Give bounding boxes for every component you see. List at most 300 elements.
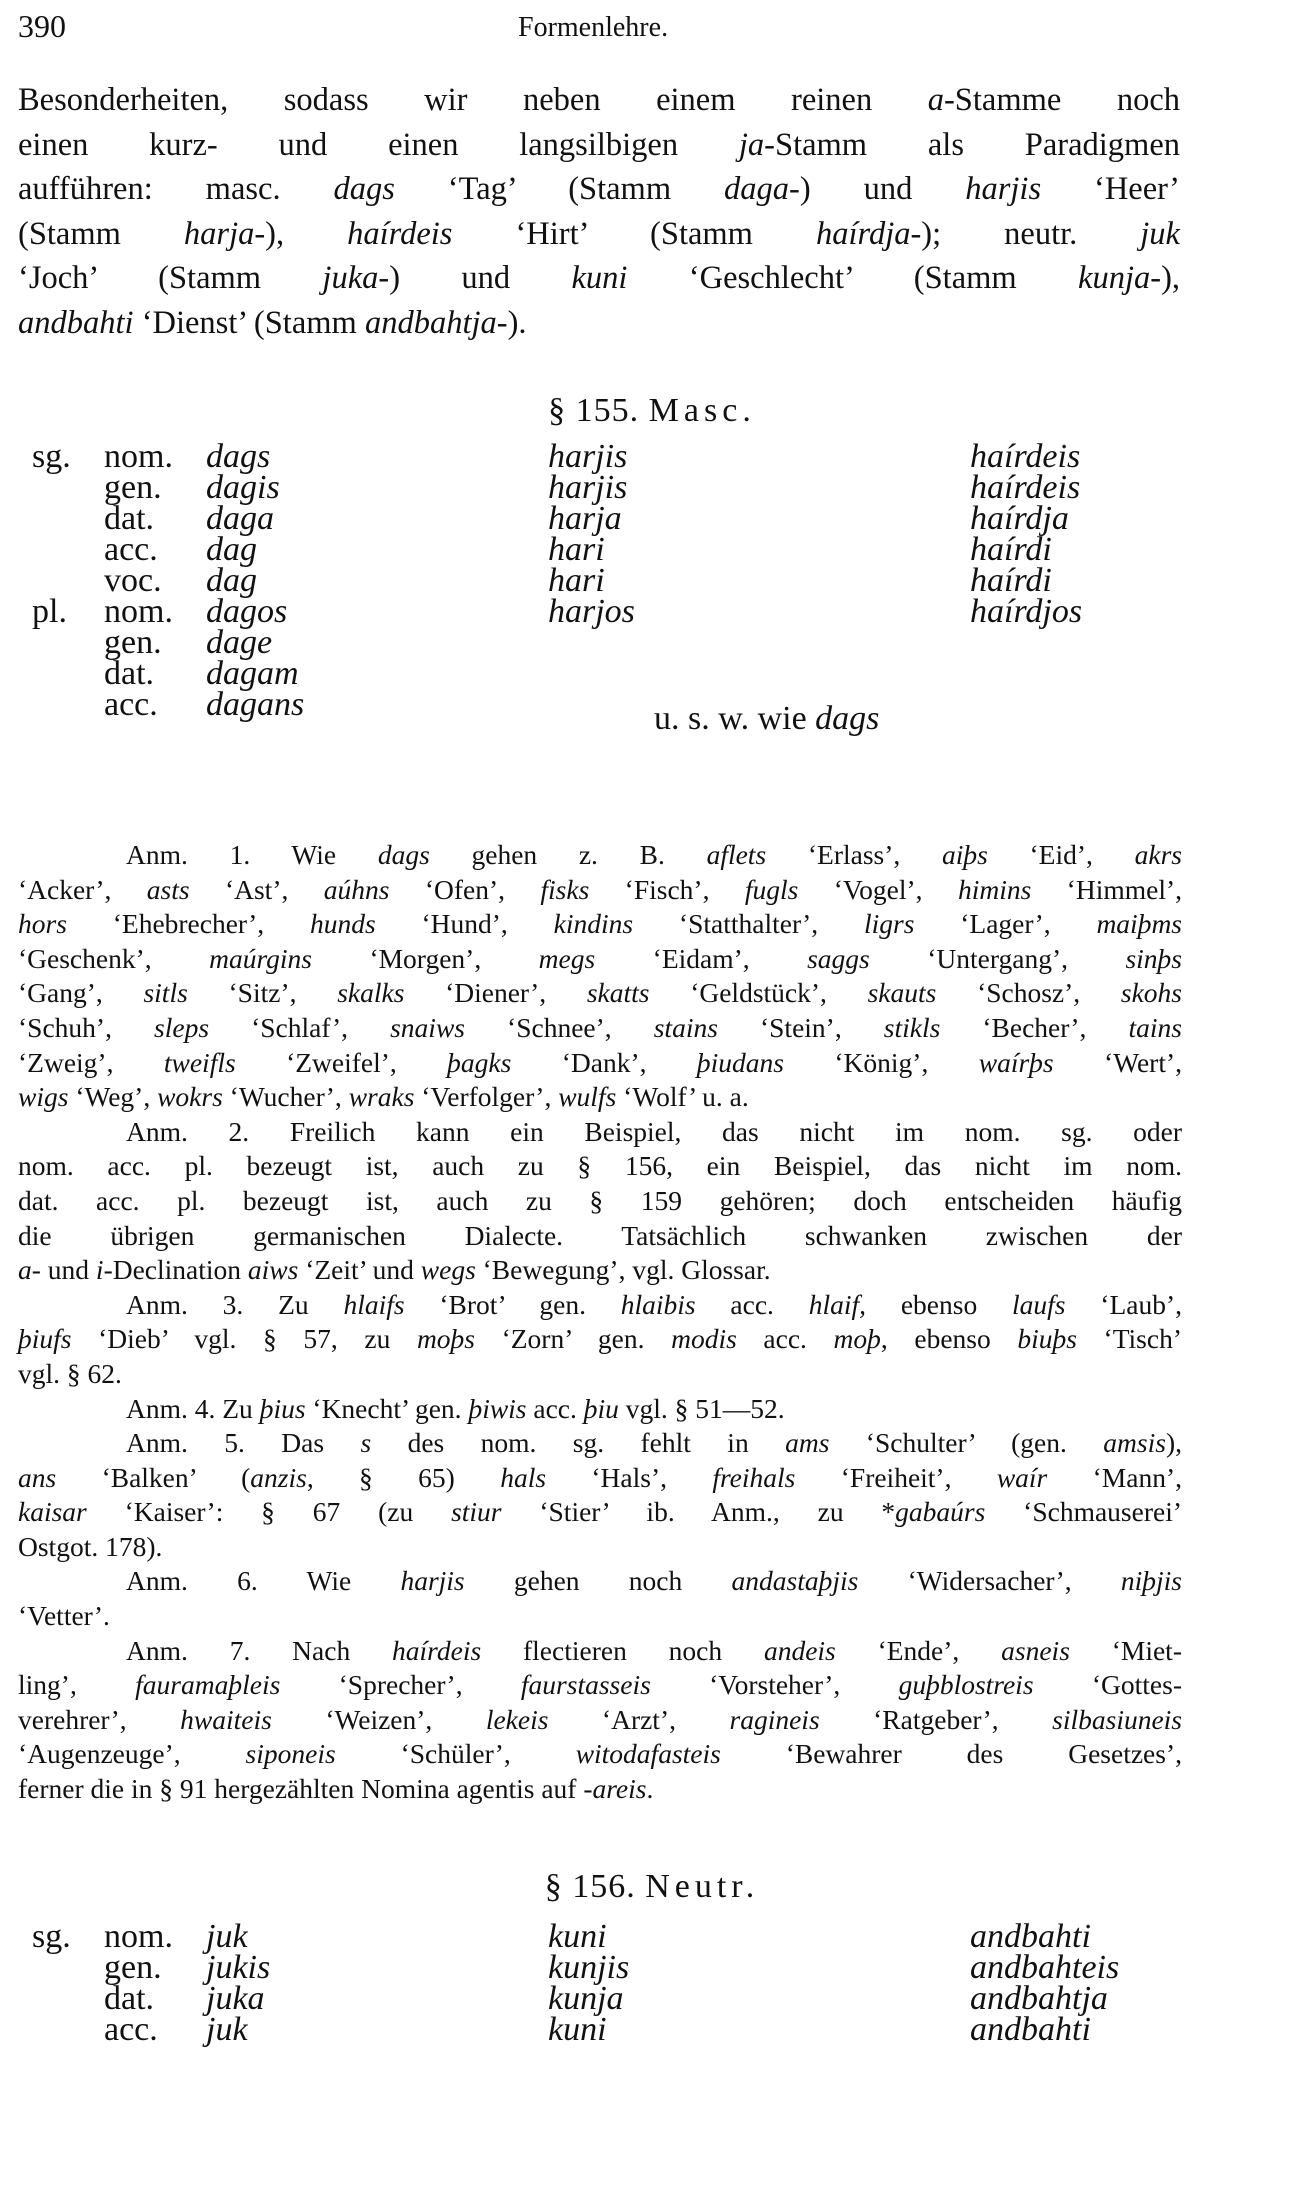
text-run: ‘Dieb’ vgl. § 57, zu: [71, 1323, 417, 1355]
text-line: [18, 123, 1180, 168]
text-run: ‘Schüler’,: [335, 1738, 576, 1770]
annotation-line: [18, 1495, 1182, 1530]
text-run: ‘Becher’,: [940, 1011, 1129, 1043]
italic-word: harja-: [183, 215, 266, 252]
italic-word: fauramaþleis: [135, 1669, 281, 1701]
italic-word: andbahtja-: [364, 304, 508, 341]
text-run: des nom. sg. fehlt in: [371, 1427, 786, 1459]
italic-word: waír: [996, 1461, 1048, 1493]
text-run: ebenso: [866, 1288, 1012, 1320]
italic-word: biuþs: [1017, 1323, 1077, 1355]
text-run: ‘Vetter’.: [18, 1600, 110, 1632]
text-run: Anm. 1. Wie: [126, 839, 378, 870]
annotation-line: [18, 1046, 1182, 1081]
italic-word: juk: [1140, 215, 1180, 252]
text-line: [18, 301, 1180, 346]
section-156-number: § 156.: [544, 1868, 636, 1905]
italic-word: wigs: [18, 1081, 69, 1113]
text-run: ‘Ratgeber’,: [819, 1703, 1053, 1735]
case-label: gen.: [104, 624, 162, 661]
form-col-2: hari: [548, 562, 605, 599]
text-run: ‘Schuh’,: [18, 1011, 155, 1043]
text-run: -Stamme noch: [943, 82, 1181, 118]
case-label: nom.: [104, 1918, 173, 1955]
italic-word: haírdeis: [347, 215, 453, 252]
section-155-heading: [0, 392, 1304, 430]
text-run: gehen noch: [464, 1565, 732, 1597]
text-run: ‘Himmel’,: [1031, 873, 1182, 905]
italic-word: a: [927, 82, 944, 118]
case-label: gen.: [104, 469, 162, 506]
text-run: ‘Wolf’ u. a.: [616, 1081, 749, 1113]
text-run: ‘Gottes-: [1033, 1669, 1182, 1701]
case-label: dat.: [104, 655, 155, 692]
text-run: ‘Hirt’ (Stamm: [452, 215, 816, 252]
annotation-line: [18, 1288, 1182, 1323]
italic-word: himins: [957, 873, 1032, 905]
text-run: einen kurz- und einen langsilbigen: [18, 126, 739, 163]
italic-word: snaiws: [390, 1011, 465, 1043]
italic-word: andastaþjis: [731, 1565, 859, 1597]
italic-word: kuni: [571, 260, 628, 296]
italic-word: a: [18, 1254, 32, 1286]
text-run: ‘Augenzeuge’,: [18, 1738, 246, 1770]
italic-word: ja: [738, 126, 765, 163]
italic-word: amsis: [1103, 1427, 1166, 1459]
italic-word: sinþs: [1125, 942, 1182, 974]
italic-word: wokrs: [157, 1081, 223, 1113]
text-run: ferner die in § 91 hergezählten Nomina agentis auf: [18, 1773, 584, 1805]
italic-word: fugls: [744, 873, 799, 905]
italic-word: akrs: [1134, 839, 1182, 870]
italic-word: tweifls: [163, 1046, 236, 1078]
text-run: ‘Zorn’ gen.: [475, 1323, 672, 1355]
italic-word: moþs: [416, 1323, 475, 1355]
form-col-2: harjos: [548, 593, 635, 630]
form-col-3: haírdeis: [970, 469, 1081, 506]
text-line: [18, 212, 1180, 257]
italic-word: -areis: [583, 1773, 647, 1805]
annotation-line: [18, 1772, 1182, 1807]
italic-word: harjis: [400, 1565, 465, 1597]
form-col-1: juka: [206, 1980, 265, 2017]
italic-word: faurstasseis: [520, 1669, 651, 1701]
text-run: ‘Ehebrecher’,: [66, 908, 310, 940]
usw-note: [0, 700, 1304, 744]
text-run: ‘Vorsteher’,: [650, 1669, 899, 1701]
running-title: Formenlehre.: [518, 12, 669, 43]
text-run: ‘Joch’ (Stamm: [18, 260, 323, 296]
italic-word: stains: [653, 1011, 718, 1043]
italic-word: hlaif,: [808, 1288, 867, 1320]
form-col-2: harjis: [548, 438, 628, 475]
text-run: ‘Fisch’,: [589, 873, 745, 905]
annotation-line: [18, 873, 1182, 908]
text-run: ‘Statthalter’,: [633, 908, 864, 940]
text-run: - und: [31, 1254, 96, 1286]
form-col-1: dage: [206, 624, 273, 661]
italic-word: hors: [18, 908, 67, 940]
italic-word: guþblostreis: [898, 1669, 1034, 1701]
case-label: acc.: [104, 2011, 158, 2048]
text-run: ‘Schmauserei’: [985, 1496, 1182, 1528]
italic-word: sleps: [154, 1011, 210, 1043]
italic-word: þiwis: [468, 1392, 527, 1424]
text-run: -Declination: [103, 1254, 248, 1286]
text-run: Anm. 3. Zu: [126, 1288, 344, 1320]
italic-word: andbahti: [18, 304, 134, 341]
text-run: ‘Bewahrer des Gesetzes’,: [720, 1738, 1182, 1770]
text-run: ‘Ofen’,: [389, 873, 541, 905]
italic-word: hunds: [309, 908, 376, 940]
text-run: Anm. 6. Wie: [126, 1565, 401, 1597]
italic-word: waírþs: [978, 1046, 1054, 1078]
text-run: flectieren noch: [481, 1634, 764, 1666]
italic-word: hlaibis: [620, 1288, 696, 1320]
form-col-3: andbahti: [970, 2011, 1091, 2048]
italic-word: tains: [1128, 1011, 1182, 1043]
annotation-line: [18, 1184, 1182, 1219]
italic-word: skatts: [586, 977, 650, 1009]
form-col-3: andbahtja: [970, 1980, 1108, 2017]
usw-word: dags: [815, 700, 880, 737]
form-col-2: harja: [548, 500, 622, 537]
annotation-line: [18, 1530, 1182, 1565]
text-run: ‘Arzt’,: [548, 1703, 730, 1735]
text-run: acc.: [695, 1288, 809, 1320]
italic-word: haírdja-: [815, 215, 922, 252]
annotation-line: [18, 1392, 1182, 1427]
text-run: ‘Zeit’ und: [298, 1254, 421, 1286]
text-run: ‘Acker’,: [18, 873, 147, 905]
italic-word: silbasiuneis: [1052, 1703, 1183, 1735]
annotation-line: [18, 1564, 1182, 1599]
italic-word: aiws: [247, 1254, 299, 1286]
text-run: ) und: [389, 260, 572, 296]
text-run: ‘Schulter’ (gen.: [829, 1427, 1104, 1459]
italic-word: stiur: [451, 1496, 502, 1528]
text-run: ‘Tisch’: [1076, 1323, 1183, 1355]
text-run: ‘Laub’,: [1065, 1288, 1182, 1320]
form-col-3: haírdi: [970, 531, 1052, 568]
italic-word: maiþms: [1096, 908, 1182, 940]
form-col-3: andbahti: [970, 1918, 1091, 1955]
text-run: verehrer’,: [18, 1703, 181, 1735]
text-run: ‘Freiheit’,: [795, 1461, 997, 1493]
italic-word: aiþs: [941, 839, 988, 870]
italic-word: megs: [538, 942, 596, 974]
annotation-line: [18, 1011, 1182, 1046]
text-run: ‘Ende’,: [835, 1634, 1002, 1666]
annotation-line: [18, 1668, 1182, 1703]
italic-word: gabaúrs: [895, 1496, 986, 1528]
text-line: [18, 256, 1180, 301]
italic-word: þius: [259, 1392, 306, 1424]
italic-word: haírdeis: [392, 1634, 482, 1666]
form-col-1: jukis: [206, 1949, 271, 1986]
form-col-2: kunjis: [548, 1949, 630, 1986]
text-run: ‘Widersacher’,: [858, 1565, 1121, 1597]
text-run: Anm. 7. Nach: [126, 1634, 393, 1666]
italic-word: i: [95, 1254, 104, 1286]
section-155-number: § 155.: [548, 392, 640, 429]
text-run: vgl. § 51—52.: [618, 1392, 785, 1424]
form-col-2: hari: [548, 531, 605, 568]
form-col-3: haírdja: [970, 500, 1069, 537]
italic-word: lekeis: [485, 1703, 549, 1735]
text-run: ‘Geldstück’,: [649, 977, 868, 1009]
italic-word: maúrgins: [209, 942, 312, 974]
section-155-title: Masc.: [648, 392, 756, 429]
annotation-line: [18, 1737, 1182, 1772]
italic-word: hwaiteis: [180, 1703, 272, 1735]
text-run: ‘Tag’ (Stamm: [394, 171, 725, 207]
italic-word: ligrs: [864, 908, 915, 940]
annotation-line: [18, 1357, 1182, 1392]
annotation-line: [18, 1149, 1182, 1184]
text-run: ‘Balken’ (: [56, 1461, 251, 1493]
italic-word: modis: [671, 1323, 737, 1355]
text-run: ‘Untergang’,: [869, 942, 1126, 974]
text-run: .: [646, 1773, 654, 1805]
text-run: ling’,: [18, 1669, 136, 1701]
annotation-line: [18, 1219, 1182, 1254]
annotation-line: [18, 1080, 1182, 1115]
text-run: ‘Dienst’ (Stamm: [133, 304, 365, 341]
text-run: ‘Schosz’,: [936, 977, 1121, 1009]
text-line: [18, 167, 1180, 212]
case-label: voc.: [104, 562, 162, 599]
section-156-heading: [0, 1868, 1304, 1906]
italic-word: wegs: [420, 1254, 476, 1286]
annotation-line: [18, 1634, 1182, 1669]
text-run: ‘Gang’,: [18, 977, 144, 1009]
text-run: ‘Weg’,: [68, 1081, 158, 1113]
text-run: ‘Wert’,: [1053, 1046, 1182, 1078]
text-run: ‘Wucher’,: [222, 1081, 349, 1113]
italic-word: aflets: [706, 839, 767, 870]
text-run: , ebenso: [880, 1323, 1018, 1355]
form-col-3: haírdjos: [970, 593, 1083, 630]
annotation-line: [18, 1461, 1182, 1496]
text-run: ‘Ast’,: [189, 873, 324, 905]
form-col-1: daga: [206, 500, 274, 537]
form-col-3: haírdeis: [970, 438, 1081, 475]
section-156-title: Neutr.: [645, 1868, 760, 1905]
italic-word: stikls: [883, 1011, 941, 1043]
italic-word: siponeis: [245, 1738, 336, 1770]
text-run: ‘Weizen’,: [271, 1703, 486, 1735]
form-col-1: juk: [206, 1918, 248, 1955]
italic-word: harjis: [965, 171, 1042, 207]
text-run: ),: [1165, 1427, 1182, 1459]
text-run: ‘Schnee’,: [465, 1011, 654, 1043]
annotation-line: [18, 907, 1182, 942]
form-col-2: kuni: [548, 2011, 607, 2048]
form-col-1: dagis: [206, 469, 280, 506]
italic-word: saggs: [807, 942, 870, 974]
text-run: Besonderheiten, sodass wir neben einem reinen: [18, 82, 928, 118]
intro-paragraph: [18, 78, 1180, 345]
form-col-1: dagos: [206, 593, 288, 630]
text-run: ‘Schlaf’,: [209, 1011, 391, 1043]
text-run: ‘Erlass’,: [766, 839, 942, 870]
paradigm-row: [0, 2011, 1304, 2055]
italic-word: laufs: [1012, 1288, 1066, 1320]
text-run: ‘Geschlecht’ (Stamm: [627, 260, 1079, 296]
italic-word: ragineis: [729, 1703, 820, 1735]
italic-word: freihals: [712, 1461, 796, 1493]
italic-word: sitls: [143, 977, 188, 1009]
italic-word: dags: [377, 839, 430, 870]
form-col-1: juk: [206, 2011, 248, 2048]
text-run: ),: [265, 215, 348, 252]
case-label: acc.: [104, 531, 158, 568]
text-run: ‘Lager’,: [914, 908, 1097, 940]
italic-word: moþ: [833, 1323, 881, 1355]
text-run: ‘Miet-: [1069, 1634, 1182, 1666]
form-col-1: dags: [206, 438, 271, 475]
annotation-line: [18, 1426, 1182, 1461]
italic-word: þagks: [447, 1046, 512, 1078]
text-run: ‘Hals’,: [546, 1461, 713, 1493]
text-run: ); neutr.: [921, 215, 1141, 252]
number-label: pl.: [32, 593, 67, 630]
case-label: dat.: [104, 500, 155, 537]
text-run: ‘Stein’,: [717, 1011, 884, 1043]
text-run: ‘Diener’,: [404, 977, 587, 1009]
text-run: dat. acc. pl. bezeugt ist, auch zu § 159 gehören; doch entscheiden häufig: [18, 1184, 1182, 1216]
italic-word: þiudans: [696, 1046, 784, 1078]
text-run: gehen z. B.: [429, 839, 707, 870]
text-run: -Stamm als Paradigmen: [764, 126, 1180, 163]
annotation-line: [18, 1253, 1182, 1288]
text-run: ‘Hund’,: [375, 908, 554, 940]
text-run: ‘Verfolger’,: [414, 1081, 559, 1113]
italic-word: kindins: [553, 908, 634, 940]
form-col-1: dagam: [206, 655, 299, 692]
italic-word: þiufs: [18, 1323, 72, 1355]
italic-word: kunja-: [1078, 260, 1162, 296]
annotations-155: [18, 838, 1182, 1807]
case-label: nom.: [104, 438, 173, 475]
text-run: vgl. § 62.: [18, 1357, 122, 1389]
page-number: 390: [18, 8, 66, 44]
italic-word: daga-: [724, 171, 800, 207]
italic-word: asneis: [1001, 1634, 1070, 1666]
text-run: ‘Bewegung’, vgl. Glossar.: [475, 1254, 771, 1286]
italic-word: kaisar: [18, 1496, 87, 1528]
number-label: sg.: [32, 438, 71, 475]
form-col-2: harjis: [548, 469, 628, 506]
italic-word: anzis: [250, 1461, 307, 1493]
number-label: sg.: [32, 1918, 71, 1955]
text-run: ‘Sprecher’,: [280, 1669, 521, 1701]
italic-word: dags: [333, 171, 395, 207]
text-run: (Stamm: [18, 215, 184, 252]
text-run: acc.: [736, 1323, 834, 1355]
italic-word: andeis: [763, 1634, 836, 1666]
text-run: Anm. 4. Zu: [126, 1392, 260, 1424]
italic-word: skohs: [1120, 977, 1182, 1009]
form-col-2: kunja: [548, 1980, 624, 2017]
annotation-line: [18, 1599, 1182, 1634]
text-run: ‘Geschenk’,: [18, 942, 210, 974]
text-run: die übrigen germanischen Dialecte. Tatsächlich schwanken zwischen der: [18, 1219, 1182, 1251]
text-run: ‘Sitz’,: [187, 977, 338, 1009]
italic-word: þiu: [583, 1392, 619, 1424]
text-run: ),: [1161, 260, 1181, 296]
text-run: , § 65): [306, 1461, 501, 1493]
text-line: [18, 78, 1180, 123]
italic-word: skauts: [867, 977, 937, 1009]
italic-word: s: [360, 1427, 372, 1459]
text-run: ‘Zweifel’,: [235, 1046, 448, 1078]
text-run: ‘Knecht’ gen.: [305, 1392, 469, 1424]
annotation-line: [18, 976, 1182, 1011]
case-label: dat.: [104, 1980, 155, 2017]
italic-word: aúhns: [323, 873, 390, 905]
text-run: ‘Stier’ ib. Anm., zu *: [501, 1496, 896, 1528]
text-run: ‘Vogel’,: [798, 873, 958, 905]
text-run: acc.: [526, 1392, 584, 1424]
italic-word: niþjis: [1120, 1565, 1182, 1597]
case-label: acc.: [104, 686, 158, 723]
text-run: Anm. 2. Freilich kann ein Beispiel, das nicht im nom. sg. oder: [126, 1115, 1182, 1147]
italic-word: ans: [18, 1461, 57, 1493]
text-run: Ostgot. 178).: [18, 1530, 163, 1562]
italic-word: wulfs: [558, 1081, 617, 1113]
italic-word: asts: [146, 873, 190, 905]
italic-word: ams: [785, 1427, 830, 1459]
text-run: ‘Kaiser’: § 67 (zu: [86, 1496, 452, 1528]
text-run: ‘Eidam’,: [595, 942, 808, 974]
text-run: ‘König’,: [784, 1046, 979, 1078]
case-label: nom.: [104, 593, 173, 630]
text-run: ‘Dank’,: [511, 1046, 697, 1078]
text-run: ‘Morgen’,: [311, 942, 539, 974]
text-run: ‘Heer’: [1041, 171, 1180, 207]
case-label: gen.: [104, 1949, 162, 1986]
form-col-2: kuni: [548, 1918, 607, 1955]
text-run: ‘Mann’,: [1047, 1461, 1182, 1493]
text-run: ).: [507, 304, 527, 341]
form-col-1: dag: [206, 531, 257, 568]
text-run: aufführen: masc.: [18, 171, 334, 207]
italic-word: wraks: [348, 1081, 415, 1113]
page-header: [18, 8, 1198, 48]
text-run: ) und: [799, 171, 966, 207]
usw-text: u. s. w. wie: [654, 700, 807, 737]
form-col-1: dag: [206, 562, 257, 599]
italic-word: hals: [500, 1461, 547, 1493]
form-col-3: haírdi: [970, 562, 1052, 599]
annotation-line: [18, 838, 1182, 873]
annotation-line: [18, 1115, 1182, 1150]
text-run: Anm. 5. Das: [126, 1427, 361, 1459]
form-col-3: andbahteis: [970, 1949, 1120, 1986]
annotation-line: [18, 1322, 1182, 1357]
italic-word: juka-: [322, 260, 390, 296]
form-col-1: dagans: [206, 686, 305, 723]
italic-word: witodafasteis: [575, 1738, 721, 1770]
annotation-line: [18, 1703, 1182, 1738]
text-run: ‘Zweig’,: [18, 1046, 164, 1078]
text-run: ‘Brot’ gen.: [404, 1288, 621, 1320]
text-run: nom. acc. pl. bezeugt ist, auch zu § 156, ein Beispiel, das nicht im nom.: [18, 1150, 1182, 1182]
italic-word: skalks: [337, 977, 405, 1009]
italic-word: fisks: [540, 873, 590, 905]
